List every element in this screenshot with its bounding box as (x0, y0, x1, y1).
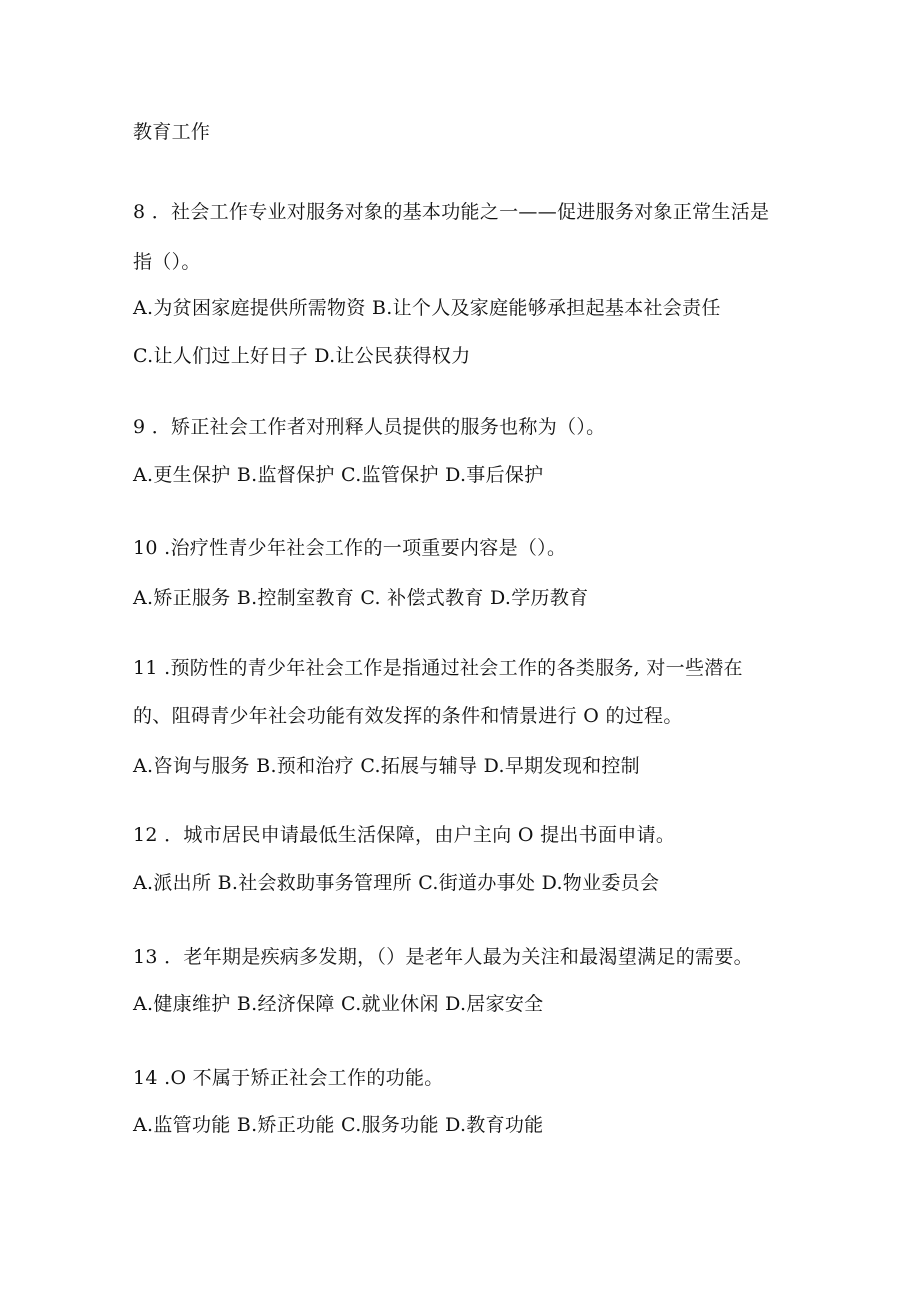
question-12-stem (133, 823, 675, 847)
question-9-options: A.更生保护 B.监督保护 C.监管保护 D.事后保护 (133, 464, 544, 486)
question-number: 12 (133, 824, 158, 846)
question-text: ．矫正社会工作者对刑释人员提供的服务也称为（）。 (151, 416, 606, 438)
question-14-options: A.监管功能 B.矫正功能 C.服务功能 D.教育功能 (133, 1114, 544, 1136)
question-13-options: A.健康维护 B.经济保障 C.就业休闲 D.居家安全 (133, 993, 544, 1015)
question-text: .O 不属于矫正社会工作的功能。 (164, 1067, 444, 1089)
question-number: 13 (133, 946, 158, 968)
question-text: .治疗性青少年社会工作的一项重要内容是（）。 (164, 537, 567, 559)
question-text: ．老年期是疾病多发期，（）是老年人最为关注和最渴望满足的需要。 (164, 946, 753, 968)
question-11-options: A.咨询与服务 B.预和治疗 C.拓展与辅导 D.早期发现和控制 (133, 755, 640, 777)
question-8-options-line-1: A.为贫困家庭提供所需物资 B.让个人及家庭能够承担起基本社会责任 (133, 297, 721, 319)
question-13-stem (133, 945, 753, 969)
continuation-text: 教育工作 (133, 121, 211, 143)
question-8-stem-line-1 (133, 200, 769, 224)
question-text: .预防性的青少年社会工作是指通过社会工作的各类服务, 对一些潜在 (164, 657, 743, 679)
question-number: 8 (133, 201, 146, 223)
question-number: 9 (133, 416, 146, 438)
question-11-stem-line-2: 的、阻碍青少年社会功能有效发挥的条件和情景进行 O 的过程。 (133, 705, 683, 727)
question-text: ．社会工作专业对服务对象的基本功能之一——促进服务对象正常生活是 (151, 201, 770, 223)
question-text: ．城市居民申请最低生活保障，由户主向 O 提出书面申请。 (164, 824, 676, 846)
question-11-stem-line-1 (133, 656, 743, 680)
question-number: 11 (133, 657, 158, 679)
question-10-stem (133, 536, 566, 560)
question-9-stem (133, 415, 605, 439)
question-8-options-line-2: C.让人们过上好日子 D.让公民获得权力 (133, 345, 471, 367)
question-10-options: A.矫正服务 B.控制室教育 C. 补偿式教育 D.学历教育 (133, 587, 589, 609)
question-8-stem-line-2: 指（）。 (133, 251, 201, 273)
question-14-stem (133, 1066, 444, 1090)
question-12-options: A.派出所 B.社会救助事务管理所 C.街道办事处 D.物业委员会 (133, 872, 660, 894)
question-number: 14 (133, 1067, 158, 1089)
question-number: 10 (133, 537, 158, 559)
